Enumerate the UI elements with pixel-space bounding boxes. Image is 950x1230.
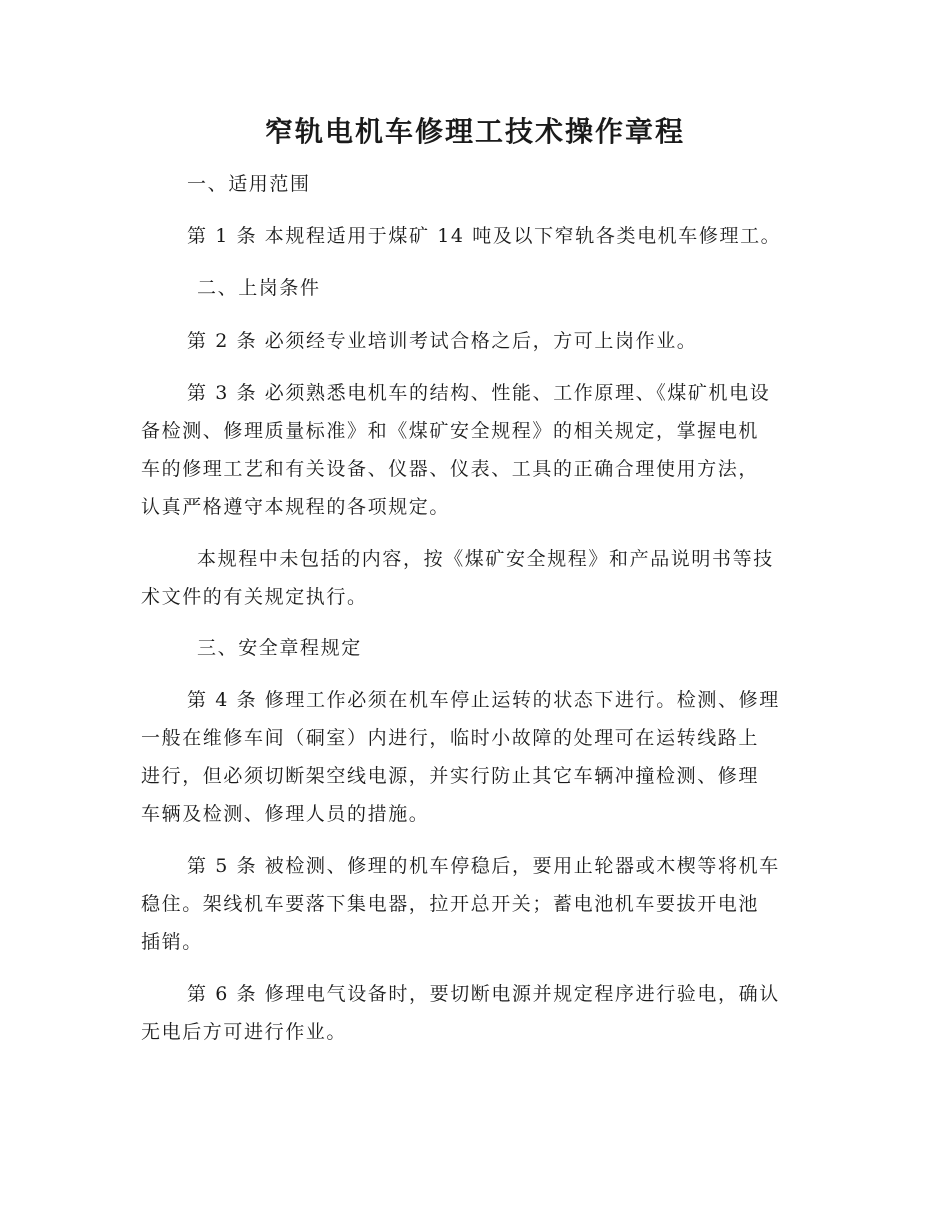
- article-5-line-3: 插销。: [141, 931, 203, 953]
- article-5-line-1: 第 5 条 被检测、修理的机车停稳后，要用止轮器或木楔等将机车: [187, 855, 780, 877]
- article-5-line-2: 稳住。架线机车要落下集电器，拉开总开关；蓄电池机车要拔开电池: [141, 893, 760, 915]
- article-4-line-4: 车辆及检测、修理人员的措施。: [141, 803, 430, 825]
- article-3-line-2: 备检测、修理质量标准》和《煤矿安全规程》的相关规定，掌握电机: [141, 420, 760, 442]
- section-heading-scope: 一、适用范围: [187, 173, 311, 195]
- article-3-line-3: 车的修理工艺和有关设备、仪器、仪表、工具的正确合理使用方法，: [141, 458, 760, 480]
- supplementary-note-line-1: 本规程中未包括的内容，按《煤矿安全规程》和产品说明书等技: [197, 548, 774, 570]
- article-6-line-1: 第 6 条 修理电气设备时，要切断电源并规定程序进行验电，确认: [187, 983, 780, 1005]
- article-6-line-2: 无电后方可进行作业。: [141, 1021, 348, 1043]
- supplementary-note-line-2: 术文件的有关规定执行。: [141, 586, 368, 608]
- article-1: 第 1 条 本规程适用于煤矿 14 吨及以下窄轨各类电机车修理工。: [187, 225, 782, 247]
- article-4-line-2: 一般在维修车间（硐室）内进行，临时小故障的处理可在运转线路上: [141, 727, 760, 749]
- section-heading-safety: 三、安全章程规定: [197, 637, 362, 659]
- article-3-line-1: 第 3 条 必须熟悉电机车的结构、性能、工作原理、《煤矿机电设: [187, 382, 771, 404]
- section-heading-qualifications: 二、上岗条件: [197, 277, 321, 299]
- article-4-line-3: 进行，但必须切断架空线电源，并实行防止其它车辆冲撞检测、修理: [141, 765, 760, 787]
- article-4-line-1: 第 4 条 修理工作必须在机车停止运转的状态下进行。检测、修理: [187, 689, 780, 711]
- article-3-line-4: 认真严格遵守本规程的各项规定。: [141, 496, 451, 518]
- article-2: 第 2 条 必须经专业培训考试合格之后，方可上岗作业。: [187, 330, 698, 352]
- document-title: 窄轨电机车修理工技术操作章程: [264, 115, 685, 148]
